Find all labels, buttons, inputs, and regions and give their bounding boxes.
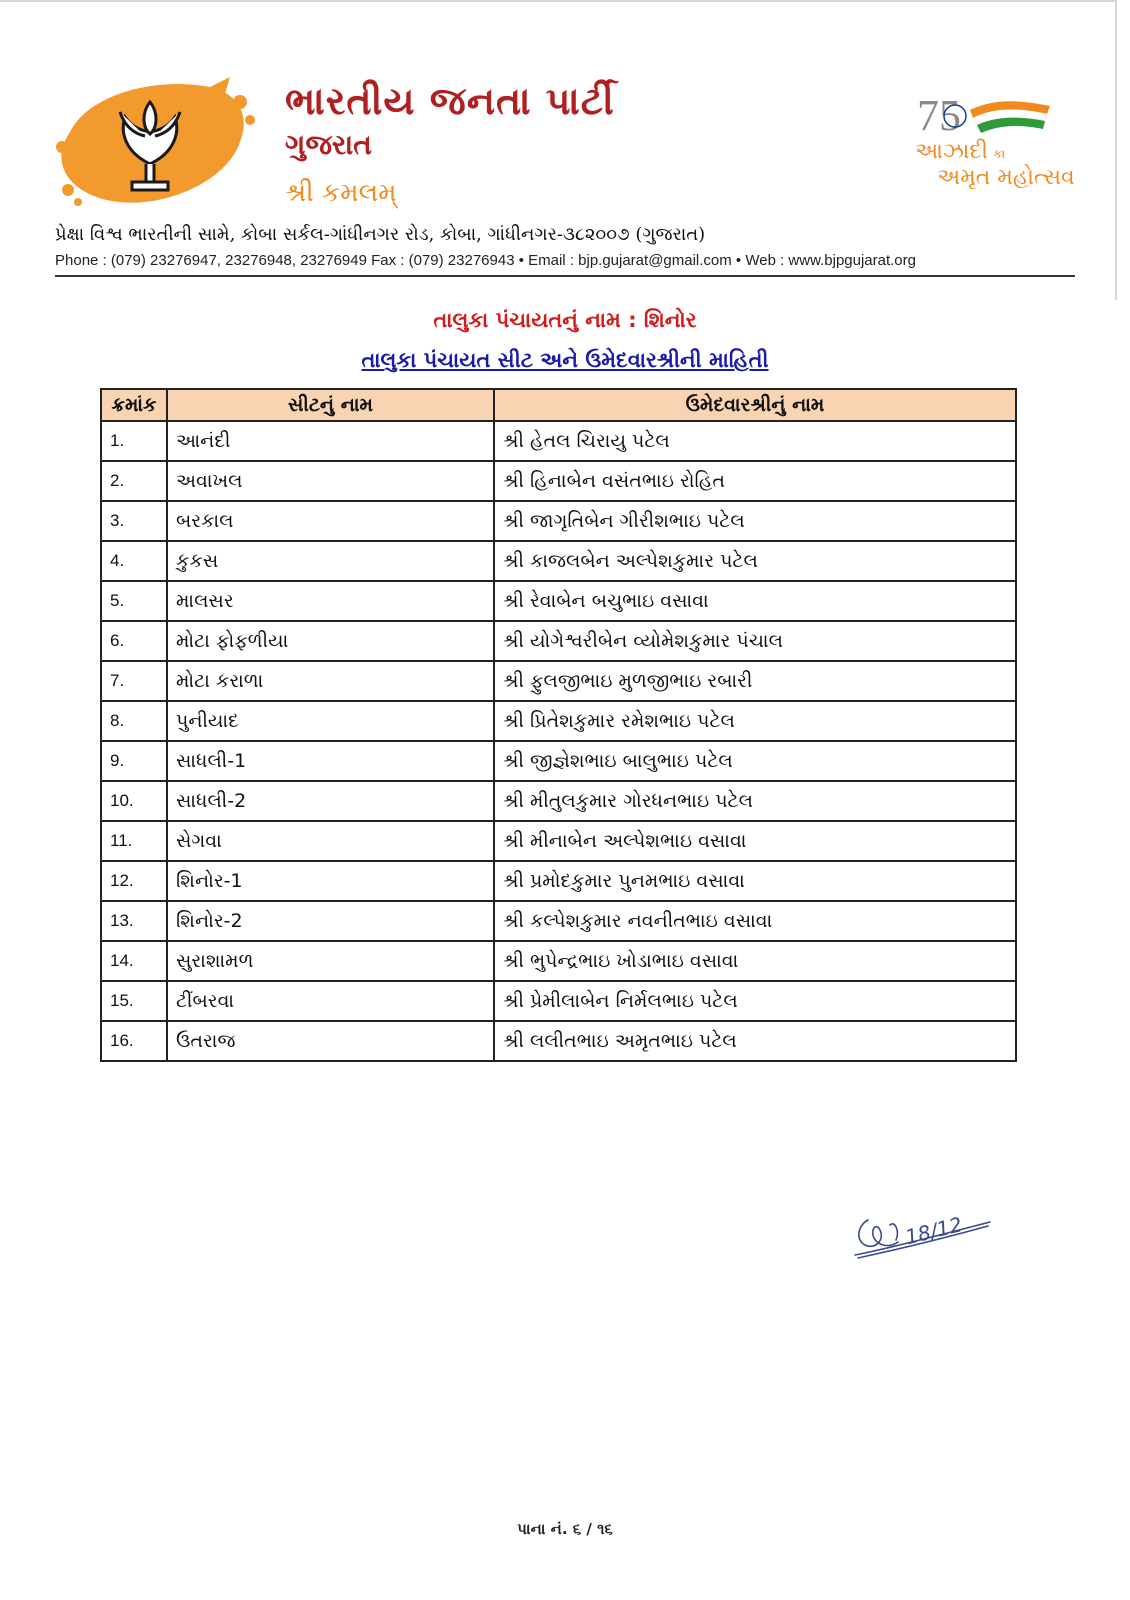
table-row — [101, 1021, 1016, 1061]
seat-name: પુનીયાદ — [167, 701, 494, 741]
seat-name: સેગવા — [167, 821, 494, 861]
seat-name: કુકસ — [167, 541, 494, 581]
candidate-name: શ્રી જાગૃતિબેન ગીરીશભાઇ પટેલ — [494, 501, 1016, 541]
row-number: 13. — [101, 901, 167, 941]
candidate-name: શ્રી ફુલજીભાઇ મુળજીભાઇ રબારી — [494, 661, 1016, 701]
table-row — [101, 861, 1016, 901]
candidate-name: શ્રી પ્રેમીલાબેન નિર્મલભાઇ પટેલ — [494, 981, 1016, 1021]
document-subtitle: તાલુકા પંચાયત સીટ અને ઉમેદવારશ્રીની માહિતી — [361, 348, 769, 372]
candidate-name: શ્રી રેવાબેન બચુભાઇ વસાવા — [494, 581, 1016, 621]
candidate-name: શ્રી હેતલ ચિરાયુ પટેલ — [494, 421, 1016, 461]
row-number: 11. — [101, 821, 167, 861]
candidate-name: શ્રી પ્રિતેશકુમાર રમેશભાઇ પટેલ — [494, 701, 1016, 741]
candidate-name: શ્રી હિનાબેન વસંતભાઇ રોહિત — [494, 461, 1016, 501]
seat-name: મોટા કરાળા — [167, 661, 494, 701]
table-row — [101, 981, 1016, 1021]
candidate-name: શ્રી કાજલબેન અલ્પેશકુમાર પટેલ — [494, 541, 1016, 581]
table-row — [101, 581, 1016, 621]
row-number: 3. — [101, 501, 167, 541]
table-row — [101, 621, 1016, 661]
header-serial: ક્રમાંક — [101, 389, 167, 421]
seat-name: સાધલી-2 — [167, 781, 494, 821]
header-candidate: ઉમેદવારશ્રીનું નામ — [494, 389, 1016, 421]
contact-line: Phone : (079) 23276947, 23276948, 23276949 Fax : (079) 23276943 • Email : bjp.gujarat@gmail.com • Web : www.bjpgujarat.org — [55, 252, 916, 269]
seat-name: આનંદી — [167, 421, 494, 461]
table-row — [101, 421, 1016, 461]
candidate-name: શ્રી કલ્પેશકુમાર નવનીતભાઇ વસાવા — [494, 901, 1016, 941]
row-number: 8. — [101, 701, 167, 741]
amrit-logo-line1-small: કા — [993, 147, 1006, 162]
seat-name: બરકાલ — [167, 501, 494, 541]
candidate-name: શ્રી ભુપેન્દ્રભાઇ ખોડાભાઇ વસાવા — [494, 941, 1016, 981]
amrit-logo-line1: આઝાદી — [915, 139, 988, 164]
bjp-lotus-logo — [50, 72, 255, 212]
candidate-name: શ્રી યોગેશ્વરીબેન વ્યોમેશકુમાર પંચાલ — [494, 621, 1016, 661]
table-row — [101, 741, 1016, 781]
seat-name: અવાખલ — [167, 461, 494, 501]
handwritten-signature — [850, 1190, 1000, 1270]
table-row — [101, 821, 1016, 861]
table-header-row — [101, 389, 1016, 421]
table-row — [101, 501, 1016, 541]
seat-name: ટીંબરવા — [167, 981, 494, 1021]
seat-name: શિનોર-2 — [167, 901, 494, 941]
row-number: 6. — [101, 621, 167, 661]
party-name: ભારતીય જનતા પાર્ટી — [285, 78, 615, 123]
row-number: 14. — [101, 941, 167, 981]
candidate-name: શ્રી લલીતભાઇ અમૃતભાઇ પટેલ — [494, 1021, 1016, 1061]
table-row — [101, 781, 1016, 821]
table-row — [101, 901, 1016, 941]
seat-name: ઉતરાજ — [167, 1021, 494, 1061]
row-number: 16. — [101, 1021, 167, 1061]
document-title: તાલુકા પંચાયતનું નામ : શિનોર — [433, 308, 697, 332]
amrit-mahotsav-logo — [915, 88, 1085, 192]
candidate-table — [100, 388, 1017, 1062]
header-divider — [55, 275, 1075, 277]
row-number: 9. — [101, 741, 167, 781]
row-number: 2. — [101, 461, 167, 501]
row-number: 1. — [101, 421, 167, 461]
party-office: શ્રી કમલમ્ — [285, 178, 397, 208]
office-address: પ્રેક્ષા વિશ્વ ભારતીની સામે, કોબા સર્કલ-ગાંધીનગર રોડ, કોબા, ગાંધીનગર-૩૮૨૦૦૭ (ગુજરાત) — [55, 224, 706, 245]
row-number: 4. — [101, 541, 167, 581]
signature-date: 18/12 — [902, 1212, 965, 1250]
table-row — [101, 461, 1016, 501]
seat-name: માલસર — [167, 581, 494, 621]
row-number: 7. — [101, 661, 167, 701]
candidate-name: શ્રી મીતુલકુમાર ગોરધનભાઇ પટેલ — [494, 781, 1016, 821]
table-row — [101, 701, 1016, 741]
row-number: 12. — [101, 861, 167, 901]
page-number: પાના નં. ૬ / ૧૬ — [517, 1520, 613, 1538]
header-seat: સીટનું નામ — [167, 389, 494, 421]
seat-name: સાધલી-1 — [167, 741, 494, 781]
table-row — [101, 661, 1016, 701]
row-number: 10. — [101, 781, 167, 821]
candidate-name: શ્રી જીજ્ઞેશભાઇ બાલુભાઇ પટેલ — [494, 741, 1016, 781]
row-number: 5. — [101, 581, 167, 621]
candidate-name: શ્રી પ્રમોદકુમાર પુનમભાઇ વસાવા — [494, 861, 1016, 901]
table-row — [101, 941, 1016, 981]
seat-name: મોટા ફોફળીયા — [167, 621, 494, 661]
table-row — [101, 541, 1016, 581]
amrit-logo-line2: અમૃત મહોત્સવ — [937, 165, 1075, 190]
amrit-logo-number: 75 — [917, 91, 961, 140]
party-state: ગુજરાત — [285, 128, 372, 161]
seat-name: શિનોર-1 — [167, 861, 494, 901]
seat-name: સુરાશામળ — [167, 941, 494, 981]
candidate-name: શ્રી મીનાબેન અલ્પેશભાઇ વસાવા — [494, 821, 1016, 861]
row-number: 15. — [101, 981, 167, 1021]
